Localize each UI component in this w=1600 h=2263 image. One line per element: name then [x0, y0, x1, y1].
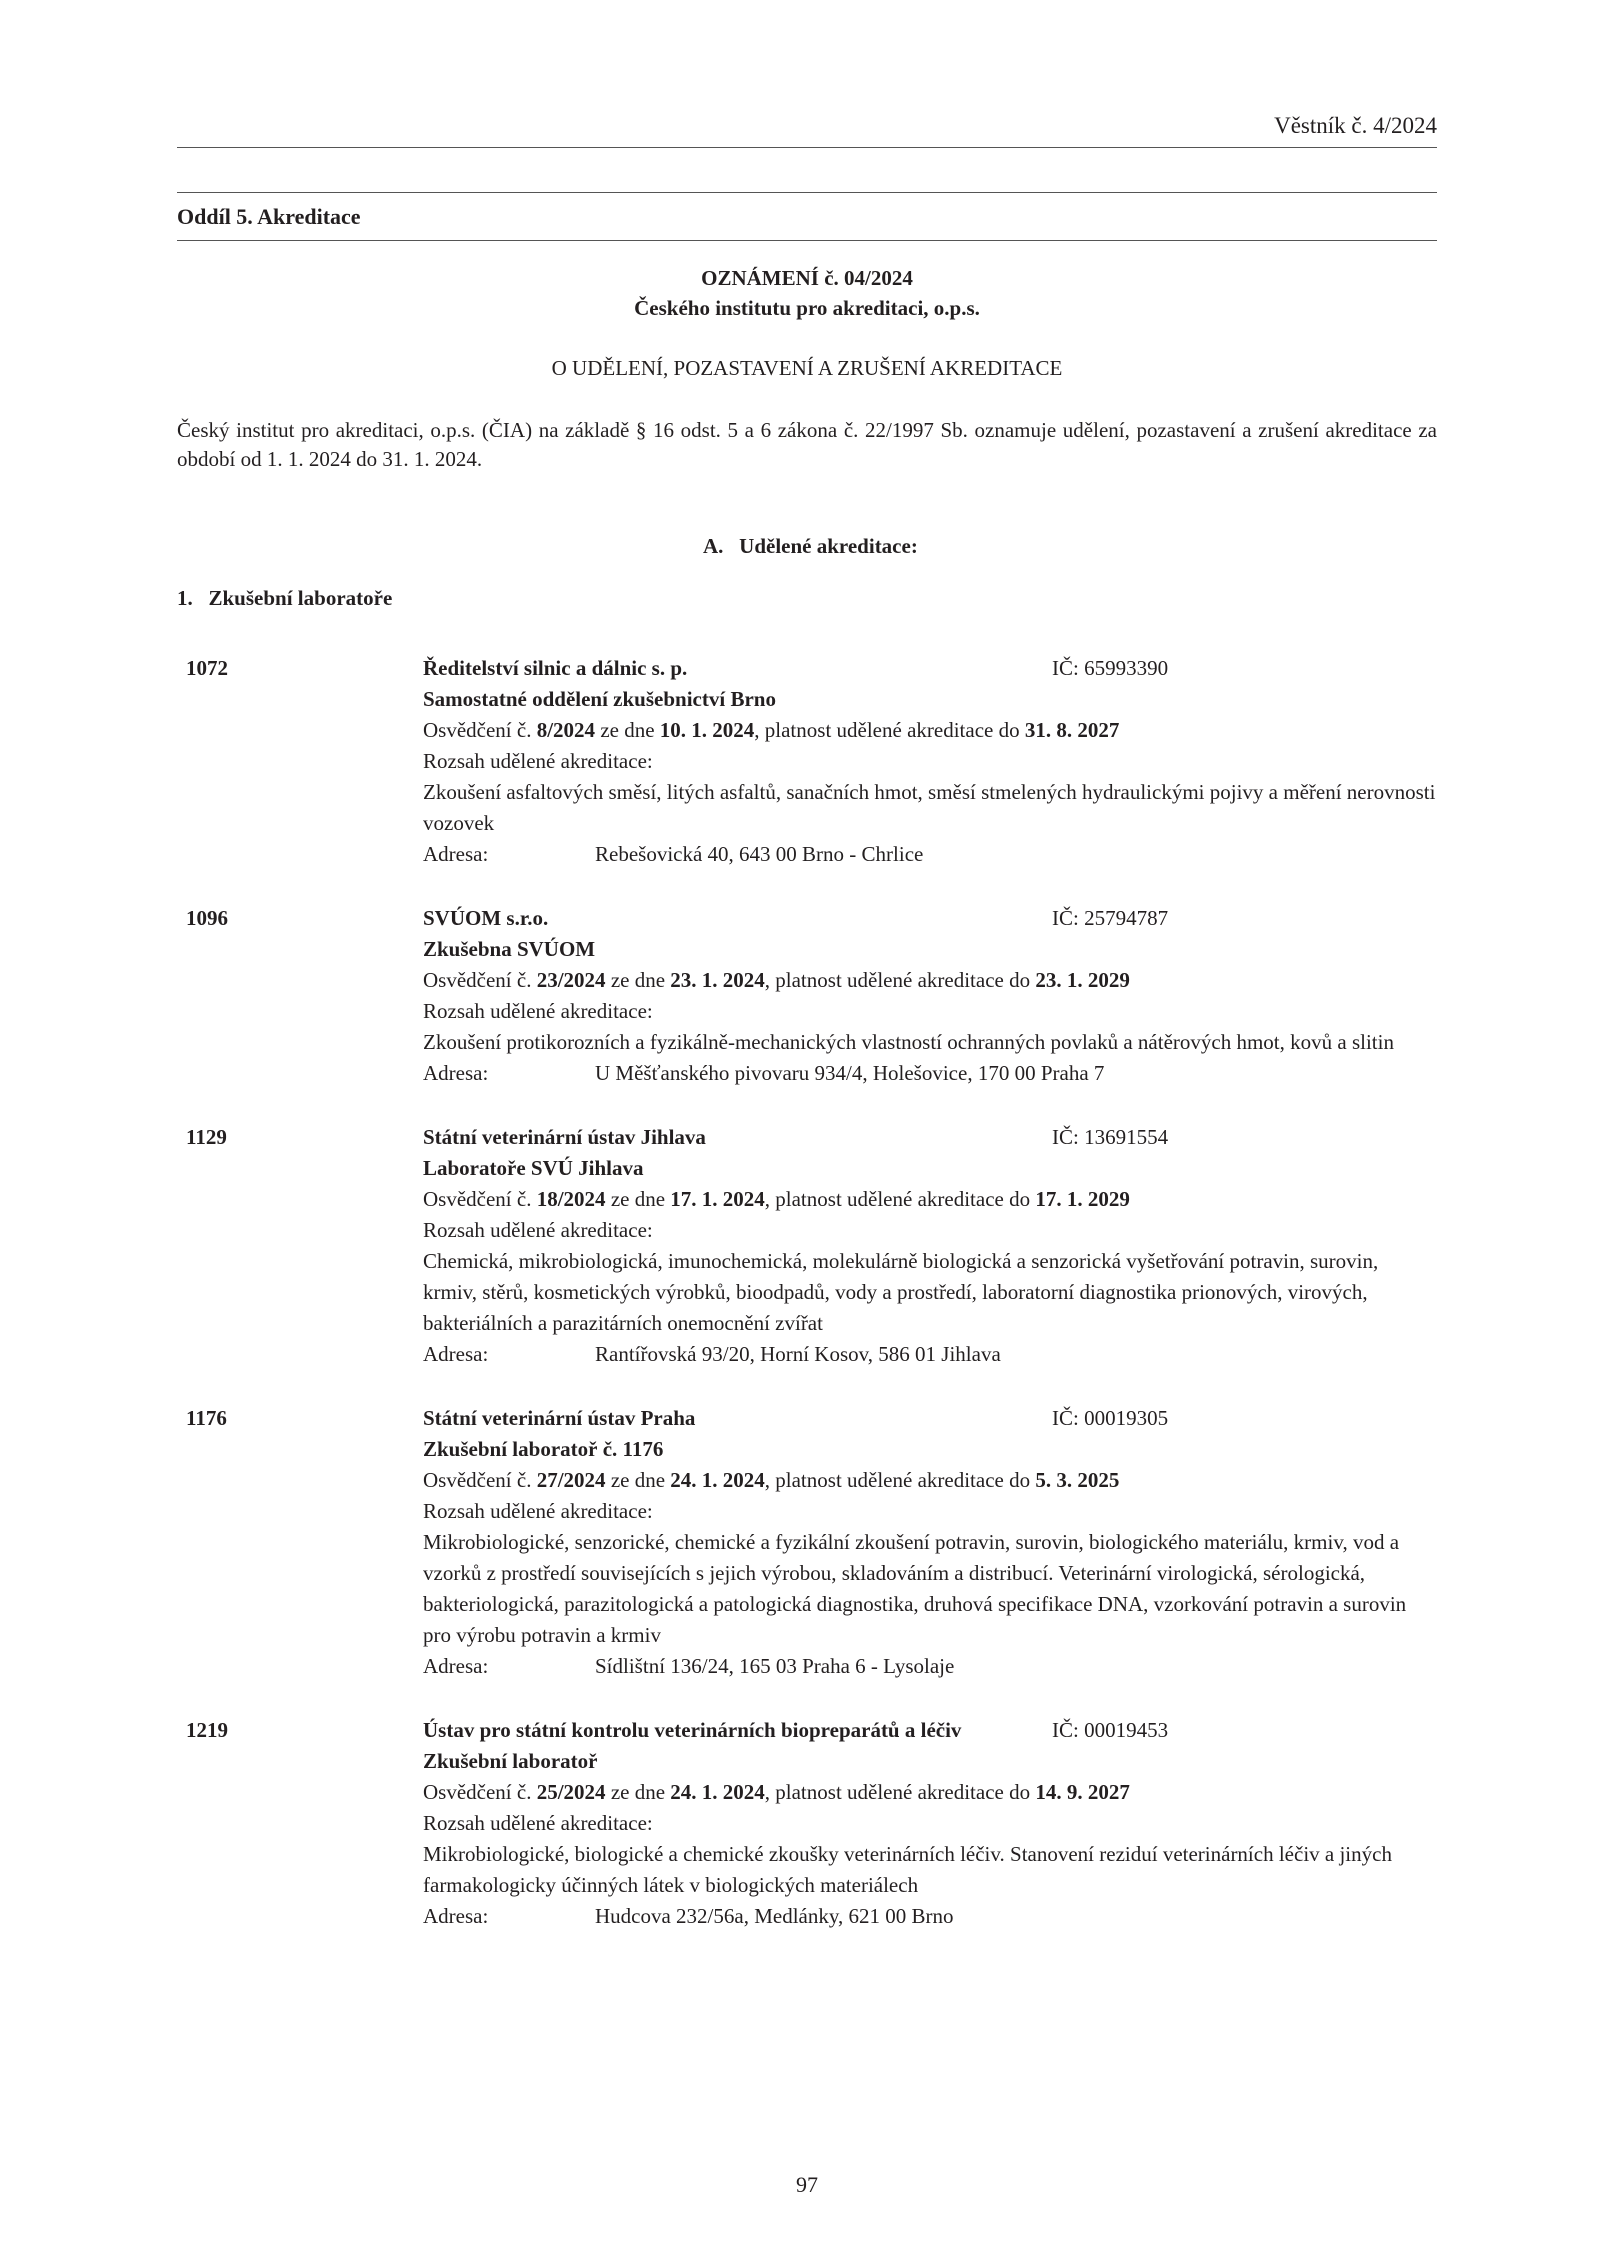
accreditation-list	[177, 653, 1437, 1965]
notice-issuer: Českého institutu pro akreditaci, o.p.s.	[634, 296, 980, 320]
ic-value: 00019305	[1084, 1406, 1169, 1430]
entry-number: 1219	[186, 1718, 228, 1742]
cert-valid-label: , platnost udělené akreditace do	[754, 718, 1020, 742]
scope-label: Rozsah udělené akreditace:	[423, 1811, 653, 1835]
cert-number: 25/2024	[536, 1780, 606, 1804]
accreditation-entry	[177, 653, 1437, 870]
laboratory-name: Laboratoře SVÚ Jihlava	[423, 1156, 644, 1180]
laboratory-name: Zkušebna SVÚOM	[423, 937, 596, 961]
accreditation-entry	[177, 903, 1437, 1089]
cert-from-label: ze dne	[610, 968, 666, 992]
ic-value: 65993390	[1084, 656, 1169, 680]
certificate-line	[423, 1777, 1437, 1808]
scope-text: Zkoušení asfaltových směsí, litých asfaltů, sanačních hmot, směsí stmelených hydraulickými pojivy a měření nerovnosti vozovek	[423, 780, 1436, 835]
accreditation-entry	[177, 1715, 1437, 1932]
section-title: Oddíl 5. Akreditace	[177, 204, 361, 229]
header-divider	[177, 147, 1437, 148]
laboratory-name: Samostatné oddělení zkušebnictví Brno	[423, 687, 776, 711]
entry-body	[423, 903, 1437, 1089]
address-label: Adresa:	[423, 1061, 489, 1085]
entry-body	[423, 1715, 1437, 1932]
cert-prefix: Osvědčení č.	[423, 1187, 532, 1211]
cert-number: 27/2024	[536, 1468, 606, 1492]
address-value: Rantířovská 93/20, Horní Kosov, 586 01 Jihlava	[595, 1342, 1001, 1366]
ic-number	[1052, 1403, 1168, 1434]
cert-date: 10. 1. 2024	[659, 718, 755, 742]
accreditation-entry	[177, 1403, 1437, 1682]
entry-number: 1096	[186, 906, 228, 930]
cert-valid-label: , platnost udělené akreditace do	[764, 1468, 1031, 1492]
cert-valid-until: 31. 8. 2027	[1024, 718, 1120, 742]
cert-valid-label: , platnost udělené akreditace do	[764, 1780, 1031, 1804]
cert-valid-label: , platnost udělené akreditace do	[764, 968, 1031, 992]
organization-name: Ředitelství silnic a dálnic s. p.	[423, 656, 688, 680]
ic-label: IČ:	[1052, 1125, 1079, 1149]
address-label: Adresa:	[423, 842, 489, 866]
cert-date: 24. 1. 2024	[670, 1780, 765, 1804]
certificate-line	[423, 715, 1437, 746]
address-label: Adresa:	[423, 1904, 489, 1928]
entry-body	[423, 1403, 1437, 1682]
cert-date: 24. 1. 2024	[670, 1468, 765, 1492]
cert-valid-until: 5. 3. 2025	[1035, 1468, 1120, 1492]
cert-valid-until: 23. 1. 2029	[1035, 968, 1130, 992]
scope-label: Rozsah udělené akreditace:	[423, 999, 653, 1023]
section-divider-bottom	[177, 240, 1437, 241]
cert-from-label: ze dne	[610, 1187, 666, 1211]
address-row	[423, 839, 1437, 870]
scope-label: Rozsah udělené akreditace:	[423, 1499, 653, 1523]
address-value: Hudcova 232/56a, Medlánky, 621 00 Brno	[595, 1904, 954, 1928]
ic-label: IČ:	[1052, 1718, 1079, 1742]
ic-number	[1052, 653, 1168, 684]
cert-date: 17. 1. 2024	[670, 1187, 765, 1211]
section-divider-top	[177, 192, 1437, 193]
ic-number	[1052, 903, 1168, 934]
accreditation-entry	[177, 1122, 1437, 1370]
notice-title: OZNÁMENÍ č. 04/2024	[701, 266, 913, 290]
cert-valid-label: , platnost udělené akreditace do	[764, 1187, 1031, 1211]
ic-value: 25794787	[1084, 906, 1169, 930]
cert-date: 23. 1. 2024	[670, 968, 765, 992]
organization-name: Ústav pro státní kontrolu veterinárních biopreparátů a léčiv	[423, 1718, 962, 1742]
cert-prefix: Osvědčení č.	[423, 1780, 532, 1804]
cert-valid-until: 14. 9. 2027	[1035, 1780, 1130, 1804]
part-a-heading: A. Udělené akreditace:	[703, 534, 918, 558]
entry-number: 1129	[186, 1125, 227, 1149]
laboratory-name: Zkušební laboratoř	[423, 1749, 598, 1773]
entry-body	[423, 1122, 1437, 1370]
address-row	[423, 1651, 1437, 1682]
cert-from-label: ze dne	[610, 1780, 666, 1804]
address-value: Rebešovická 40, 643 00 Brno - Chrlice	[595, 842, 924, 866]
certificate-line	[423, 1465, 1437, 1496]
organization-name: Státní veterinární ústav Jihlava	[423, 1125, 706, 1149]
cert-prefix: Osvědčení č.	[423, 1468, 532, 1492]
scope-text: Zkoušení protikorozních a fyzikálně-mechanických vlastností ochranných povlaků a nátěrových hmot, kovů a slitin	[423, 1030, 1394, 1054]
ic-number	[1052, 1122, 1168, 1153]
scope-text: Mikrobiologické, biologické a chemické zkoušky veterinárních léčiv. Stanovení reziduí veterinárních léčiv a jiných farmakologicky účinných látek v biologických materiálech	[423, 1842, 1392, 1897]
entry-name-row	[423, 1403, 1437, 1434]
address-row	[423, 1058, 1437, 1089]
notice-subject: O UDĚLENÍ, POZASTAVENÍ A ZRUŠENÍ AKREDITACE	[551, 356, 1063, 380]
cert-prefix: Osvědčení č.	[423, 718, 532, 742]
entry-name-row	[423, 653, 1437, 684]
entry-name-row	[423, 1122, 1437, 1153]
notice-intro: Český institut pro akreditaci, o.p.s. (ČIA) na základě § 16 odst. 5 a 6 zákona č. 22/1997 Sb. oznamuje udělení, pozastavení a zrušení akreditace za období od 1. 1. 2024 do 31. 1. 2024.	[177, 418, 1437, 471]
certificate-line	[423, 965, 1437, 996]
ic-number	[1052, 1715, 1168, 1746]
entry-name-row	[423, 903, 1437, 934]
cert-number: 23/2024	[536, 968, 606, 992]
address-label: Adresa:	[423, 1342, 489, 1366]
ic-label: IČ:	[1052, 906, 1079, 930]
address-label: Adresa:	[423, 1654, 489, 1678]
cert-from-label: ze dne	[600, 718, 655, 742]
address-row	[423, 1901, 1437, 1932]
laboratory-name: Zkušební laboratoř č. 1176	[423, 1437, 664, 1461]
entry-body	[423, 653, 1437, 870]
address-value: U Měšťanského pivovaru 934/4, Holešovice, 170 00 Praha 7	[595, 1061, 1105, 1085]
scope-text: Chemická, mikrobiologická, imunochemická, molekulárně biologická a senzorická vyšetřování potravin, surovin, krmiv, stěrů, kosmetických výrobků, bioodpadů, vody a prostředí, laboratorní diagnostika prionových, virových, bakteriálních a parazitárních onemocnění zvířat	[423, 1249, 1379, 1335]
page-number: 97	[796, 2172, 818, 2197]
ic-label: IČ:	[1052, 656, 1079, 680]
cert-number: 18/2024	[536, 1187, 606, 1211]
cert-valid-until: 17. 1. 2029	[1035, 1187, 1130, 1211]
cert-prefix: Osvědčení č.	[423, 968, 532, 992]
organization-name: SVÚOM s.r.o.	[423, 906, 549, 930]
scope-label: Rozsah udělené akreditace:	[423, 749, 653, 773]
ic-value: 13691554	[1084, 1125, 1169, 1149]
certificate-line	[423, 1184, 1437, 1215]
cert-from-label: ze dne	[610, 1468, 666, 1492]
ic-label: IČ:	[1052, 1406, 1079, 1430]
entry-name-row	[423, 1715, 1437, 1746]
address-row	[423, 1339, 1437, 1370]
cert-number: 8/2024	[536, 718, 596, 742]
ic-value: 00019453	[1084, 1718, 1169, 1742]
subsection-heading: 1. Zkušební laboratoře	[177, 586, 393, 610]
entry-number: 1072	[186, 656, 228, 680]
scope-label: Rozsah udělené akreditace:	[423, 1218, 653, 1242]
scope-text: Mikrobiologické, senzorické, chemické a fyzikální zkoušení potravin, surovin, biologického materiálu, krmiv, vod a vzorků z prostředí souvisejících s jejich výrobou, skladováním a distribucí. Veterinární virologická, sérologická, bakteriologická, parazitologická a patologická diagnostika, druhová specifikace DNA, vzorkování potravin a surovin pro výrobu potravin a krmiv	[423, 1530, 1407, 1647]
address-value: Sídlištní 136/24, 165 03 Praha 6 - Lysolaje	[595, 1654, 955, 1678]
organization-name: Státní veterinární ústav Praha	[423, 1406, 696, 1430]
entry-number: 1176	[186, 1406, 227, 1430]
journal-header: Věstník č. 4/2024	[1274, 113, 1437, 138]
